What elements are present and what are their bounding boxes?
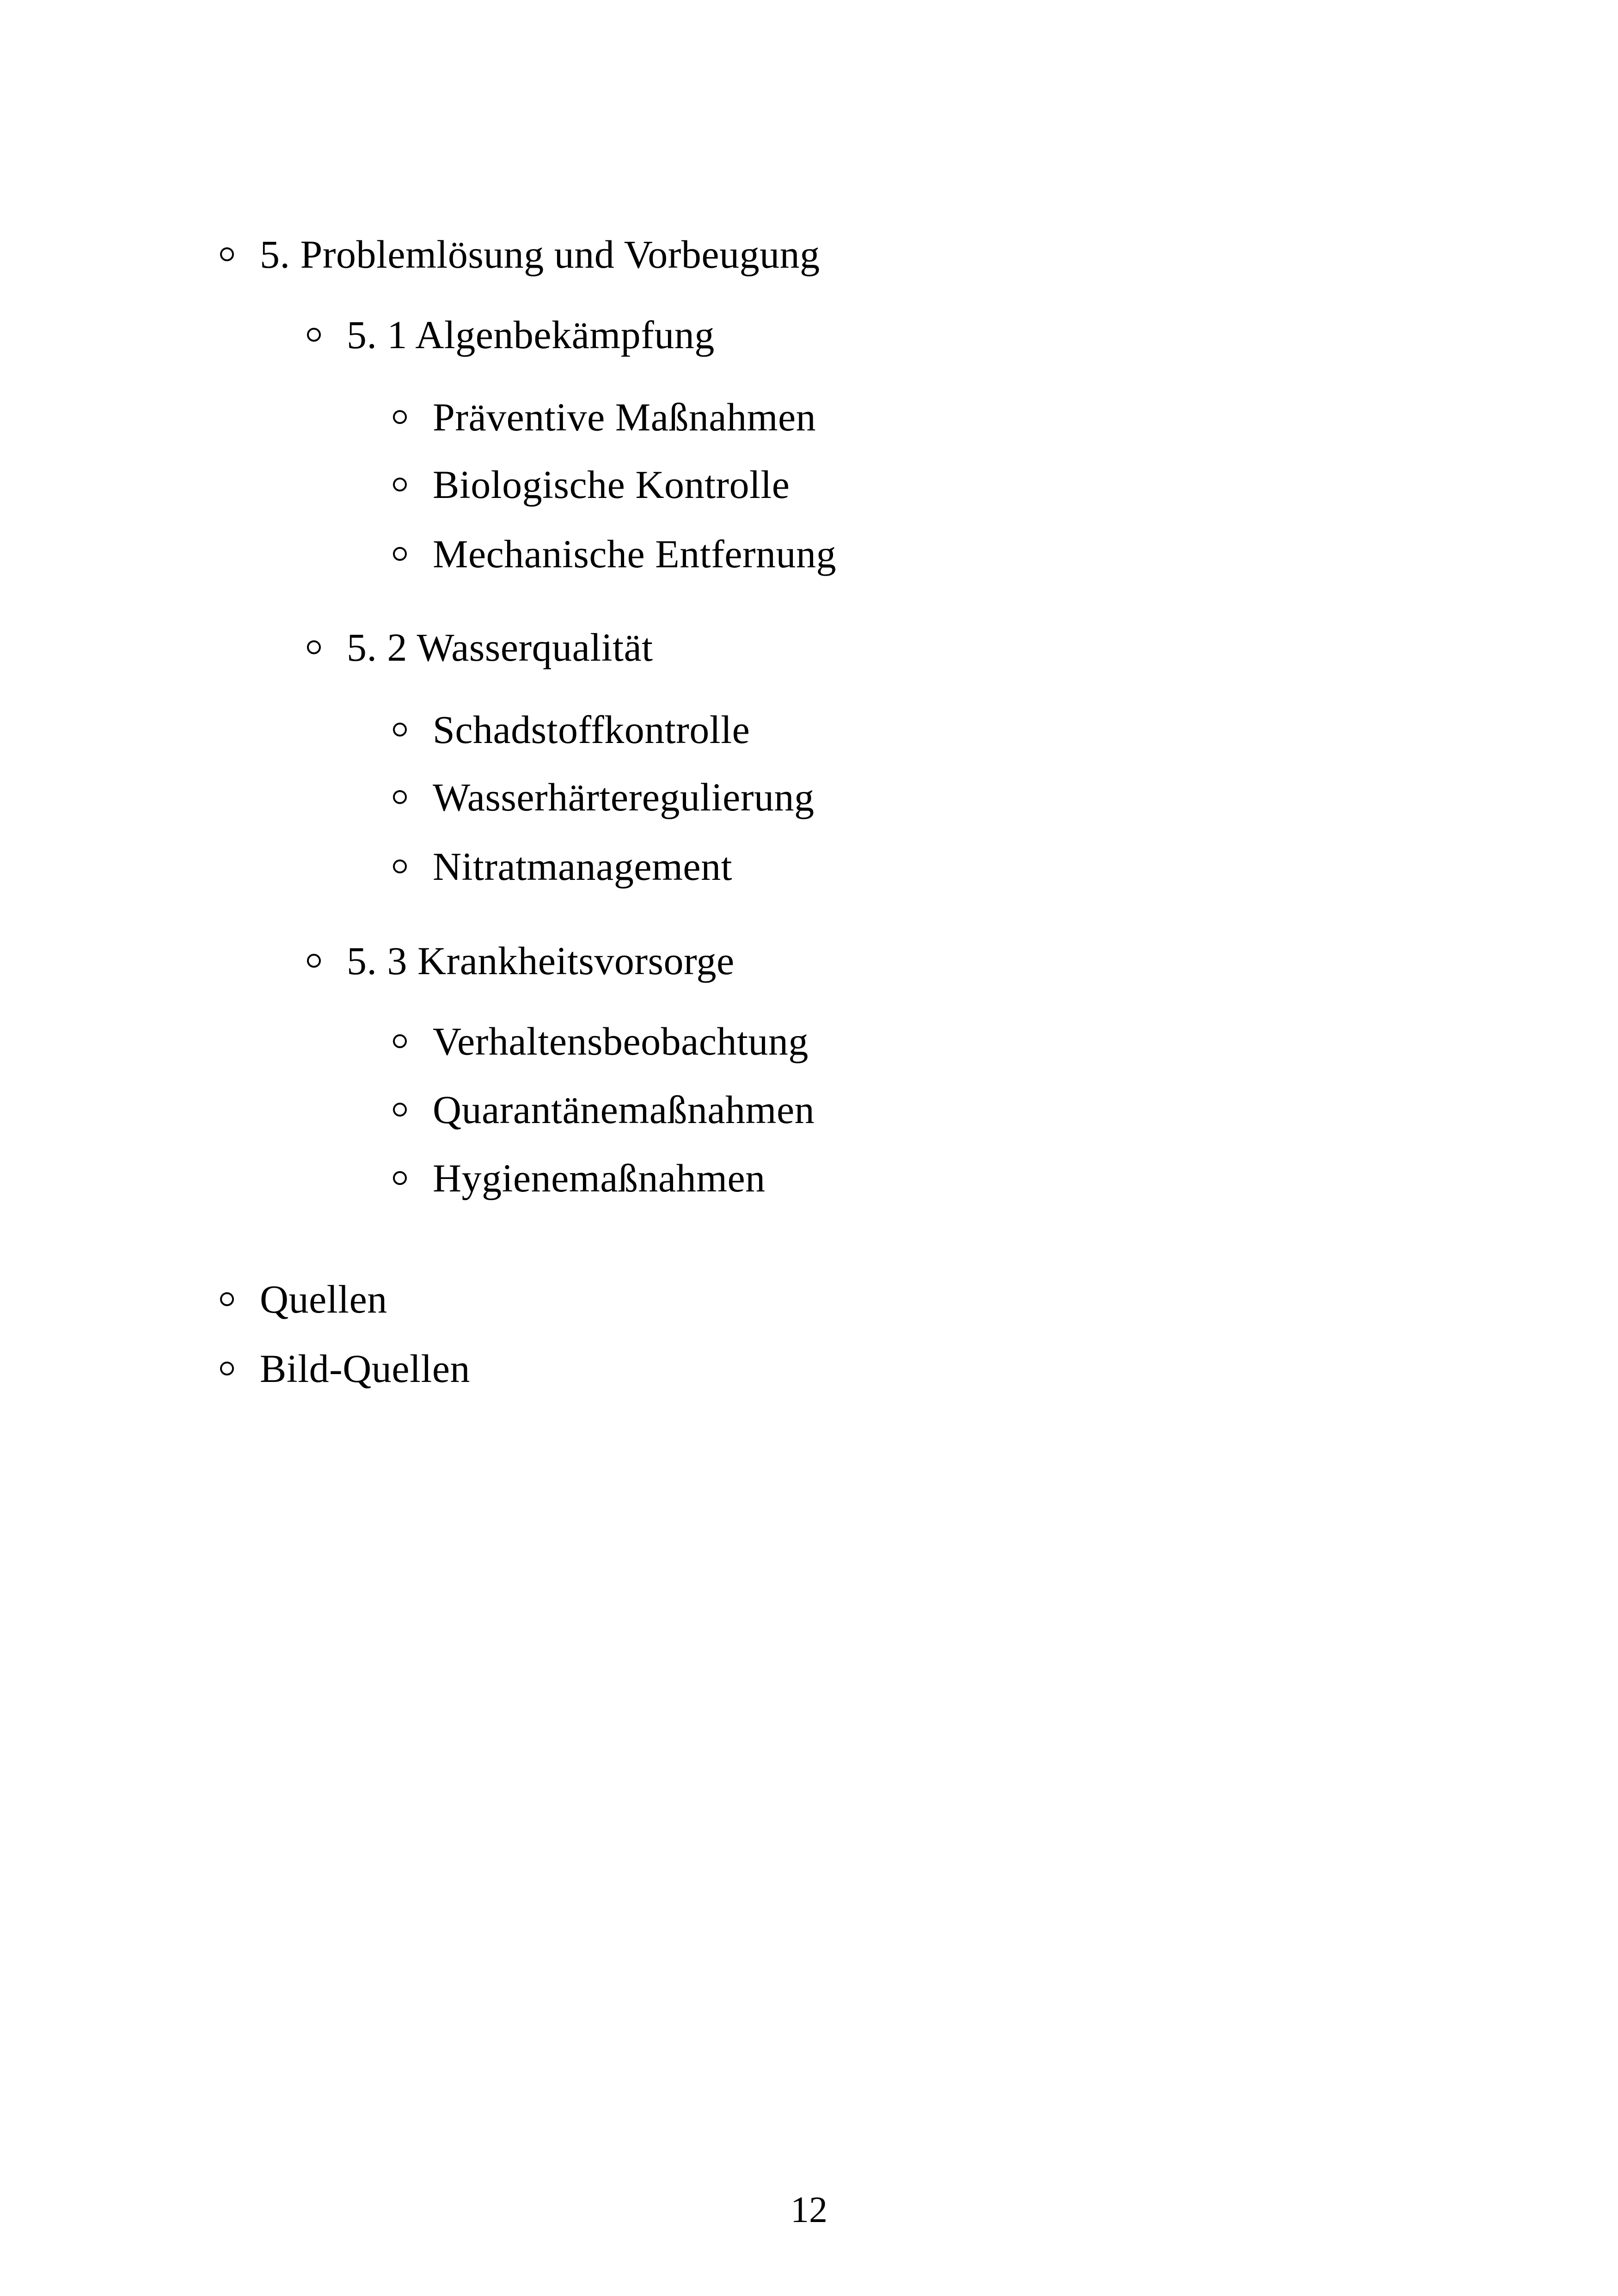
circle-bullet-icon bbox=[220, 1292, 234, 1306]
toc-item-label: Quarantänemaßnahmen bbox=[433, 1087, 815, 1132]
toc-item-label: Nitratmanagement bbox=[433, 844, 732, 889]
circle-bullet-icon bbox=[393, 410, 407, 424]
toc-item bbox=[393, 389, 816, 445]
toc-item-label: Schadstoffkontrolle bbox=[433, 707, 750, 752]
toc-item bbox=[393, 839, 732, 894]
toc-entry-label: 5. 2 Wasserqualität bbox=[347, 625, 653, 669]
circle-bullet-icon bbox=[393, 1103, 407, 1117]
toc-item bbox=[393, 1082, 815, 1137]
toc-item-label: Präventive Maßnahmen bbox=[433, 395, 816, 439]
circle-bullet-icon bbox=[393, 547, 407, 561]
toc-entry-section-5 bbox=[220, 227, 820, 282]
toc-item-label: Biologische Kontrolle bbox=[433, 462, 790, 507]
toc-entry-label: 5. 3 Krankheitsvorsorge bbox=[347, 939, 735, 983]
circle-bullet-icon bbox=[220, 1362, 234, 1375]
toc-item-label: Verhaltensbeobachtung bbox=[433, 1019, 809, 1063]
toc-item-label: Wasserhärteregulierung bbox=[433, 775, 815, 819]
toc-entry-bild-quellen bbox=[220, 1341, 470, 1396]
toc-entry-section-5-3 bbox=[307, 933, 735, 988]
circle-bullet-icon bbox=[307, 328, 321, 342]
toc-entry-label: 5. 1 Algenbekämpfung bbox=[347, 313, 715, 357]
circle-bullet-icon bbox=[393, 1034, 407, 1048]
circle-bullet-icon bbox=[393, 478, 407, 491]
toc-entry-section-5-2 bbox=[307, 620, 653, 675]
toc-item bbox=[393, 1150, 766, 1206]
toc-entry-label: Bild-Quellen bbox=[260, 1346, 471, 1391]
toc-item bbox=[393, 1013, 809, 1069]
toc-entry-quellen bbox=[220, 1271, 387, 1327]
page-number: 12 bbox=[791, 2190, 827, 2230]
circle-bullet-icon bbox=[220, 247, 234, 261]
toc-item-label: Mechanische Entfernung bbox=[433, 532, 837, 576]
toc-entry-label: 5. Problemlösung und Vorbeugung bbox=[260, 232, 820, 276]
toc-entry-label: Quellen bbox=[260, 1277, 387, 1321]
circle-bullet-icon bbox=[393, 723, 407, 737]
toc-item bbox=[393, 457, 790, 512]
circle-bullet-icon bbox=[393, 859, 407, 873]
circle-bullet-icon bbox=[393, 790, 407, 804]
toc-item bbox=[393, 702, 750, 757]
toc-entry-section-5-1 bbox=[307, 307, 715, 362]
circle-bullet-icon bbox=[307, 954, 321, 968]
toc-item-label: Hygienemaßnahmen bbox=[433, 1156, 766, 1200]
toc-item bbox=[393, 769, 814, 825]
circle-bullet-icon bbox=[393, 1171, 407, 1185]
toc-item bbox=[393, 526, 836, 582]
circle-bullet-icon bbox=[307, 640, 321, 654]
